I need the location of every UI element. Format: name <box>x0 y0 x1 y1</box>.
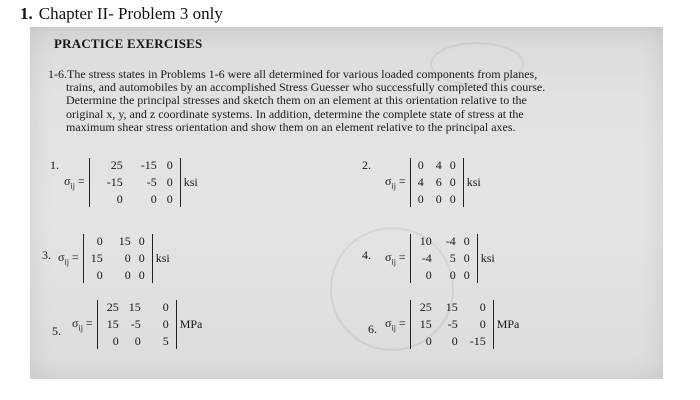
problem-label: 2. <box>362 158 371 172</box>
matrix-entry: 0 <box>96 268 103 282</box>
statement-line: trains, and automobiles by an accomplished Stress Guesser who successfully completed this course. <box>66 80 546 95</box>
stress-matrix-1 <box>64 158 198 207</box>
matrix-entry: 0 <box>124 251 131 265</box>
matrix-entry: 25 <box>110 158 123 172</box>
statement-line: original x, y, and z coordinate systems. In addition, determine the complete state of stress at the <box>66 106 524 121</box>
matrix-entry: 25 <box>106 300 119 314</box>
sigma-symbol: $\sigma_{ij}$ = <box>385 316 406 333</box>
matrix-entry: -4 <box>421 251 432 265</box>
problem-label: 6. <box>368 322 377 336</box>
problem-label: 1. <box>50 158 59 172</box>
sigma-symbol: $\sigma_{ij}$ = <box>64 174 85 191</box>
matrix-entry: 15 <box>128 300 141 314</box>
matrix-entry: 0 <box>451 334 458 348</box>
matrix-entry: 0 <box>417 192 424 206</box>
sigma-symbol: $\sigma_{ij}$ = <box>58 250 79 267</box>
matrix-entry: 0 <box>124 268 131 282</box>
matrix-entry: 0 <box>435 192 442 206</box>
matrix-entry: 0 <box>417 158 424 172</box>
matrix-entry: 0 <box>479 317 486 331</box>
matrix-entry: 0 <box>463 251 470 265</box>
unit-label: ksi <box>183 175 198 189</box>
problem-statement <box>48 68 650 134</box>
unit-label: ksi <box>466 175 481 189</box>
matrix-entry: 0 <box>166 175 173 189</box>
matrix-entry: 0 <box>449 268 456 282</box>
unit-label: MPa <box>179 317 203 331</box>
matrix-entry: 5 <box>449 251 456 265</box>
matrix-entry: 4 <box>417 175 424 189</box>
matrix-entry: 0 <box>150 192 157 206</box>
matrix-entry: -5 <box>447 317 458 331</box>
statement-line: maximum shear stress orientation and show them on an element relative to the principal axes. <box>66 119 516 134</box>
matrix-entry: 0 <box>479 300 486 314</box>
matrix-entry: 15 <box>118 234 131 248</box>
unit-label: ksi <box>155 251 170 265</box>
matrix-entry: 0 <box>162 317 169 331</box>
matrix-entry: 0 <box>162 300 169 314</box>
matrix-grid <box>89 158 181 207</box>
matrix-entry: 0 <box>138 234 145 248</box>
heading-text: Chapter II- Problem 3 only <box>38 4 223 23</box>
matrix-entry: -15 <box>140 158 157 172</box>
statement-line: 1-6.The stress states in Problems 1-6 were all determined for various loaded components from planes, <box>48 67 538 81</box>
matrix-entry: 10 <box>419 234 432 248</box>
problem-label: 5. <box>52 324 61 338</box>
section-title: PRACTICE EXERCISES <box>54 36 203 51</box>
sigma-symbol: $\sigma_{ij}$ = <box>385 250 406 267</box>
matrix-entry: 15 <box>419 317 432 331</box>
matrix-grid <box>97 300 177 349</box>
matrix-entry: -4 <box>445 234 456 248</box>
matrix-entry: 4 <box>435 158 442 172</box>
matrix-entry: 0 <box>166 158 173 172</box>
sigma-symbol: $\sigma_{ij}$ = <box>385 174 406 191</box>
matrix-entry: 0 <box>425 334 432 348</box>
stress-matrix-2 <box>385 158 481 207</box>
matrix-entry: 5 <box>162 334 169 348</box>
matrix-entry: -5 <box>146 175 157 189</box>
matrix-entry: -15 <box>469 334 486 348</box>
matrix-entry: 0 <box>463 234 470 248</box>
matrix-entry: 0 <box>112 334 119 348</box>
matrix-entry: 25 <box>419 300 432 314</box>
matrix-entry: 0 <box>425 268 432 282</box>
matrix-entry: 15 <box>106 317 119 331</box>
unit-label: ksi <box>480 251 495 265</box>
matrix-grid <box>410 300 494 349</box>
matrix-entry: -15 <box>106 175 123 189</box>
matrix-grid <box>410 234 478 283</box>
matrix-entry: 0 <box>449 158 456 172</box>
matrix-entry: 0 <box>116 192 123 206</box>
sigma-symbol: $\sigma_{ij}$ = <box>72 316 93 333</box>
stress-matrix-3 <box>58 234 170 283</box>
matrix-entry: 0 <box>449 175 456 189</box>
matrix-entry: 0 <box>166 192 173 206</box>
matrix-entry: 6 <box>435 175 442 189</box>
matrix-entry: 0 <box>463 268 470 282</box>
textbook-photo <box>30 27 663 379</box>
matrix-grid <box>83 234 153 283</box>
matrix-entry: -5 <box>130 317 141 331</box>
page-heading <box>20 4 223 24</box>
matrix-entry: 0 <box>96 234 103 248</box>
matrix-entry: 0 <box>138 268 145 282</box>
matrix-entry: 15 <box>445 300 458 314</box>
unit-label: MPa <box>496 317 520 331</box>
stress-matrix-4 <box>385 234 495 283</box>
heading-number: 1. <box>20 4 33 23</box>
matrix-entry: 15 <box>90 251 103 265</box>
problem-label: 3. <box>42 248 51 262</box>
matrix-grid <box>410 158 464 207</box>
problem-label: 4. <box>362 248 371 262</box>
stress-matrix-5 <box>72 300 202 349</box>
matrix-entry: 0 <box>449 192 456 206</box>
statement-line: Determine the principal stresses and sketch them on an element at this orientation relative to the <box>66 93 527 108</box>
matrix-entry: 0 <box>134 334 141 348</box>
stress-matrix-6 <box>385 300 519 349</box>
matrix-entry: 0 <box>138 251 145 265</box>
